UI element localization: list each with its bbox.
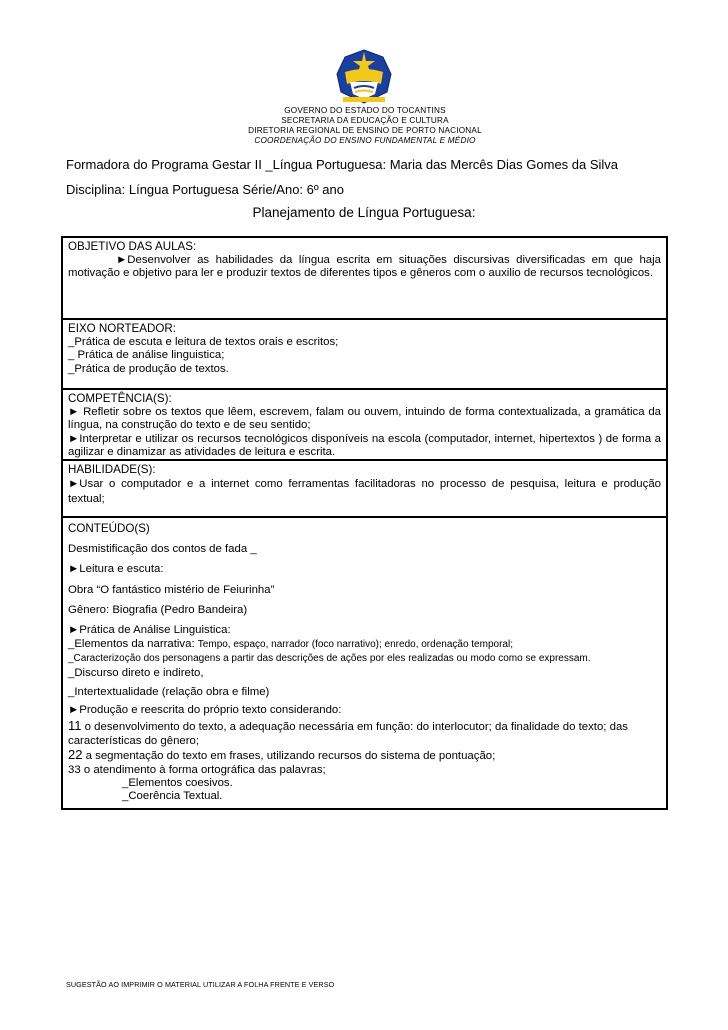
header-line-directorate: DIRETORIA REGIONAL DE ENSINO DE PORTO NACIONAL [248,126,482,135]
narrative-elements-text: Tempo, espaço, narrador (foco narrativo); enredo, ordenação temporal; [197,638,513,650]
institution-header [230,106,500,146]
objetivo-text: ►Desenvolver as habilidades da língua escrita em situações discursivas diversificadas em que haja motivação e objetivo para ler e produzir textos de diferentes tipos e gêneros com o auxilio de recursos tecnológicos. [68,253,661,280]
item-text: a segmentação do texto em frases, utilizando recursos do sistema de pontuação; [82,750,496,763]
objetivo-section [63,238,666,318]
header-line-government: GOVERNO DO ESTADO DO TOCANTINS [284,106,446,115]
habilidades-section [63,459,666,516]
header-line-coordination: COORDENAÇÃO DO ENSINO FUNDAMENTAL E MÉDIO [254,136,476,145]
conteudo-line: ►Leitura e escuta: [68,563,164,576]
competencias-section [63,388,666,459]
eixo-item: _Prática de escuta e leitura de textos orais e escritos; [68,335,339,348]
conteudo-line: _Discurso direto e indireto, [68,666,204,679]
trainer-line: Formadora do Programa Gestar II _Língua Portuguesa: Maria das Mercês Dias Gomes da Silva [66,157,619,172]
habilidades-text: ►Usar o computador e a internet como ferramentas facilitadoras no processo de pesquisa, leitura e produção textual; [68,477,661,506]
eixo-title: EIXO NORTEADOR: [68,322,177,335]
conteudo-line: Gênero: Biografia (Pedro Bandeira) [68,604,248,617]
item-number: 11 [68,718,82,734]
eixo-item: _Prática de produção de textos. [68,362,229,375]
numbered-item [68,763,661,777]
objetivo-title: OBJETIVO DAS AULAS: [68,240,197,253]
conteudo-section [63,516,666,808]
eixo-section [63,318,666,388]
competencia-item: ► Refletir sobre os textos que lêem, escrevem, falam ou ouvem, intuindo de forma contextualizada, a gramática da língua, na construção do texto e de seu sentido; [68,405,661,432]
item-number: 33 [68,764,81,777]
lesson-plan-table [61,236,668,810]
sub-item: _Coerência Textual. [122,790,223,803]
sub-item: _Elementos coesivos. [122,777,233,790]
conteudo-line: _Caracterizoção dos personagens a partir das descrições de ações por eles realizadas ou modo como se expressam. [68,652,591,664]
narrative-elements-label: _Elementos da narrativa: [68,637,198,650]
item-text: o desenvolvimento do texto, a adequação necessária em função: do interlocutor; da finalidade do texto; das características do gênero; [68,721,628,748]
discipline-line: Disciplina: Língua Portuguesa Série/Ano: 6º ano [66,182,344,197]
state-coat-of-arms-icon [333,48,395,106]
competencias-title: COMPETÊNCIA(S): [68,392,172,405]
header-line-secretariat: SECRETARIA DA EDUCAÇÃO E CULTURA [281,116,449,125]
conteudo-line: ►Prática de Análise Linguistica: [68,623,231,636]
conteudo-line: ►Produção e reescrita do próprio texto considerando: [68,703,342,716]
footer-note: SUGESTÃO AO IMPRIMIR O MATERIAL UTILIZAR A FOLHA FRENTE E VERSO [66,980,335,989]
numbered-item [68,748,661,763]
conteudo-line: Obra “O fantástico mistério de Feiurinha” [68,583,275,596]
competencia-item: ►Interpretar e utilizar os recursos tecnológicos disponíveis na escola (computador, internet, hipertextos ) de forma a agilizar e dinamizar as atividades de leitura e escrita. [68,432,661,459]
conteudo-title: CONTEÚDO(S) [68,522,150,535]
numbered-item [68,719,661,748]
page-title: Planejamento de Língua Portuguesa: [252,205,476,220]
conteudo-line: Desmistificação dos contos de fada _ [68,542,257,555]
conteudo-line [68,637,661,652]
eixo-item: _ Prática de análise linguistica; [68,349,225,362]
conteudo-line: _Intertextualidade (relação obra e filme) [68,685,270,698]
habilidades-title: HABILIDADE(S): [68,463,156,476]
item-text: o atendimento à forma ortográfica das palavras; [80,764,326,777]
item-number: 22 [68,747,83,763]
